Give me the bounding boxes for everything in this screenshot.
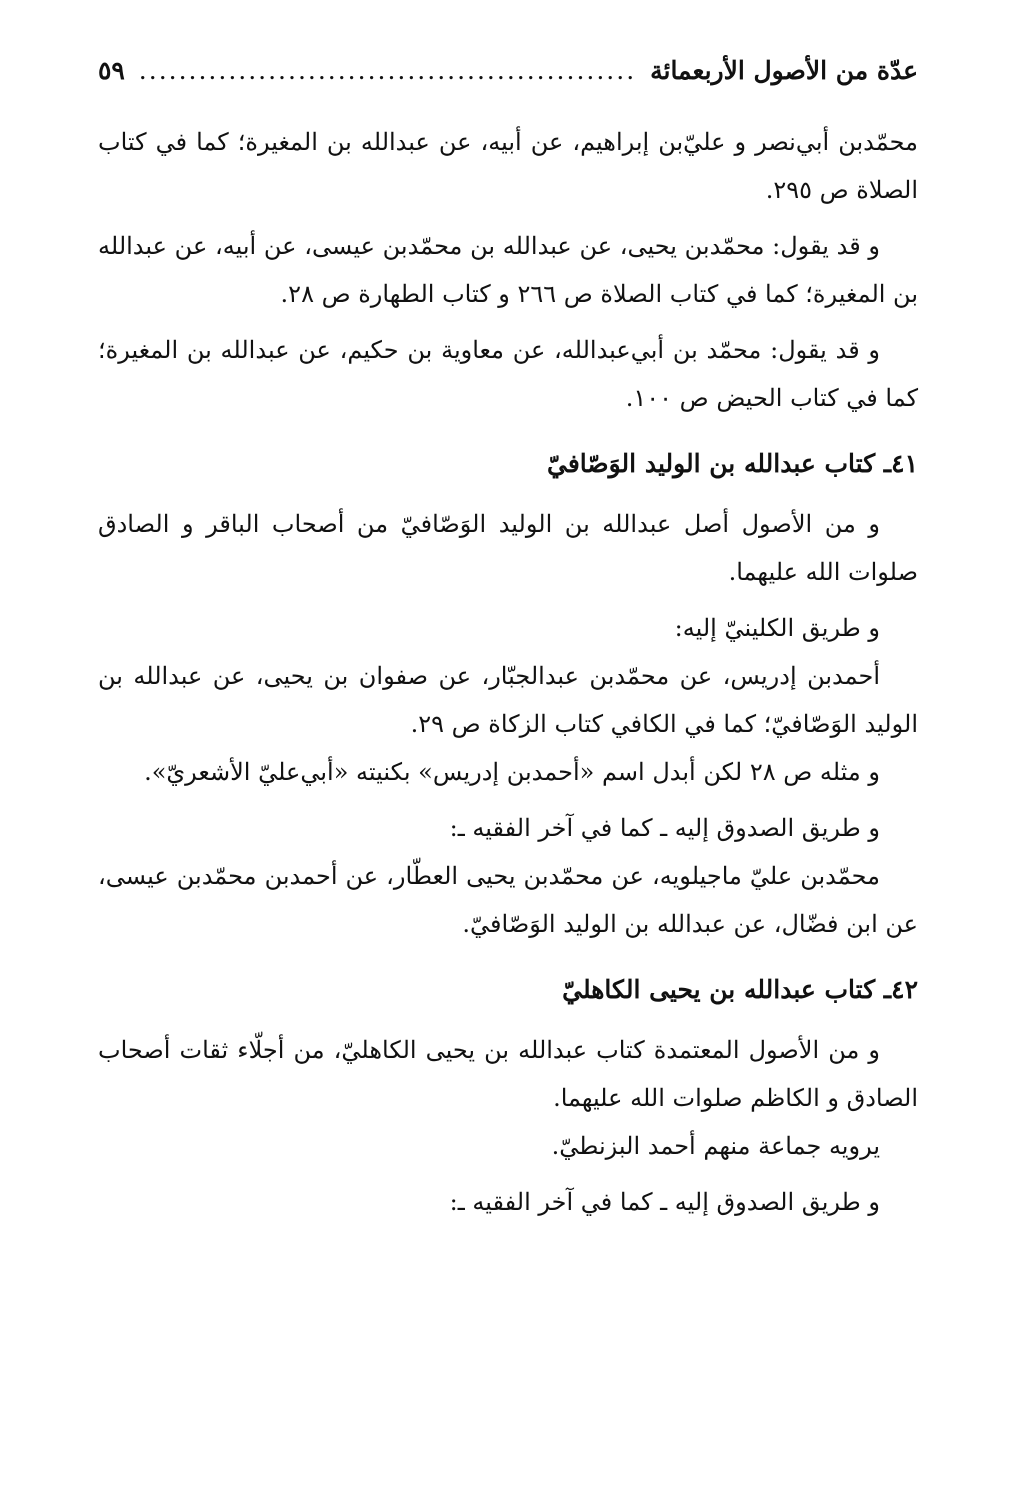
- dot-leader: ..................................................: [138, 55, 637, 85]
- paragraph-continuation: محمّدبن أبي‌نصر و عليّ‌بن إبراهيم، عن أبيه، عن عبدالله بن المغيرة؛ كما في كتاب الصلاة ص ٢٩٥.: [98, 128, 918, 204]
- paragraph: و طريق الكلينيّ إليه:: [674, 614, 880, 642]
- page-number: ٥٩: [98, 55, 125, 85]
- section-heading-42: ٤٢ـ كتاب عبدالله بن يحيى الكاهليّ: [562, 975, 918, 1004]
- paragraph: و قد يقول: محمّد بن أبي‌عبدالله، عن معاوية بن حكيم، عن عبدالله بن المغيرة؛ كما في كتاب الحيض ص ١٠٠.: [98, 336, 918, 412]
- paragraph: أحمدبن إدريس، عن محمّدبن عبدالجبّار، عن صفوان بن يحيى، عن عبدالله بن الوليد الوَصّافيّ؛ كما في الكافي كتاب الزكاة ص ٢٩.: [98, 662, 918, 738]
- paragraph: يرويه جماعة منهم أحمد البزنطيّ.: [551, 1132, 880, 1160]
- paragraph: و من الأصول المعتمدة كتاب عبدالله بن يحيى الكاهليّ، من أجلّاء ثقات أصحاب الصادق و الكاظم صلوات الله عليهما.: [98, 1036, 918, 1112]
- book-page: [98, 40, 918, 1226]
- paragraph: و مثله ص ٢٨ لكن أبدل اسم «أحمدبن إدريس» بكنيته «أبي‌عليّ الأشعريّ».: [144, 758, 880, 786]
- paragraph: و قد يقول: محمّدبن يحيى، عن عبدالله بن محمّدبن عيسى، عن أبيه، عن عبدالله بن المغيرة؛ كما في كتاب الصلاة ص ٢٦٦ و كتاب الطهارة ص ٢٨.: [98, 232, 918, 308]
- running-header-title: عدّة من الأصول الأربعمائة: [650, 55, 918, 85]
- paragraph: و من الأصول أصل عبدالله بن الوليد الوَصّافيّ من أصحاب الباقر و الصادق صلوات الله عليهما.: [98, 510, 918, 586]
- paragraph: و طريق الصدوق إليه ـ كما في آخر الفقيه ـ:: [449, 1188, 880, 1216]
- page-body: [98, 118, 918, 1226]
- paragraph: محمّدبن عليّ ماجيلويه، عن محمّدبن يحيى العطّار، عن أحمدبن محمّدبن عيسى، عن ابن فضّال، عن عبدالله بن الوليد الوَصّافيّ.: [98, 862, 918, 938]
- section-heading-41: ٤١ـ كتاب عبدالله بن الوليد الوَصّافيّ: [547, 449, 918, 478]
- paragraph: و طريق الصدوق إليه ـ كما في آخر الفقيه ـ:: [449, 814, 880, 842]
- running-header: [98, 40, 918, 100]
